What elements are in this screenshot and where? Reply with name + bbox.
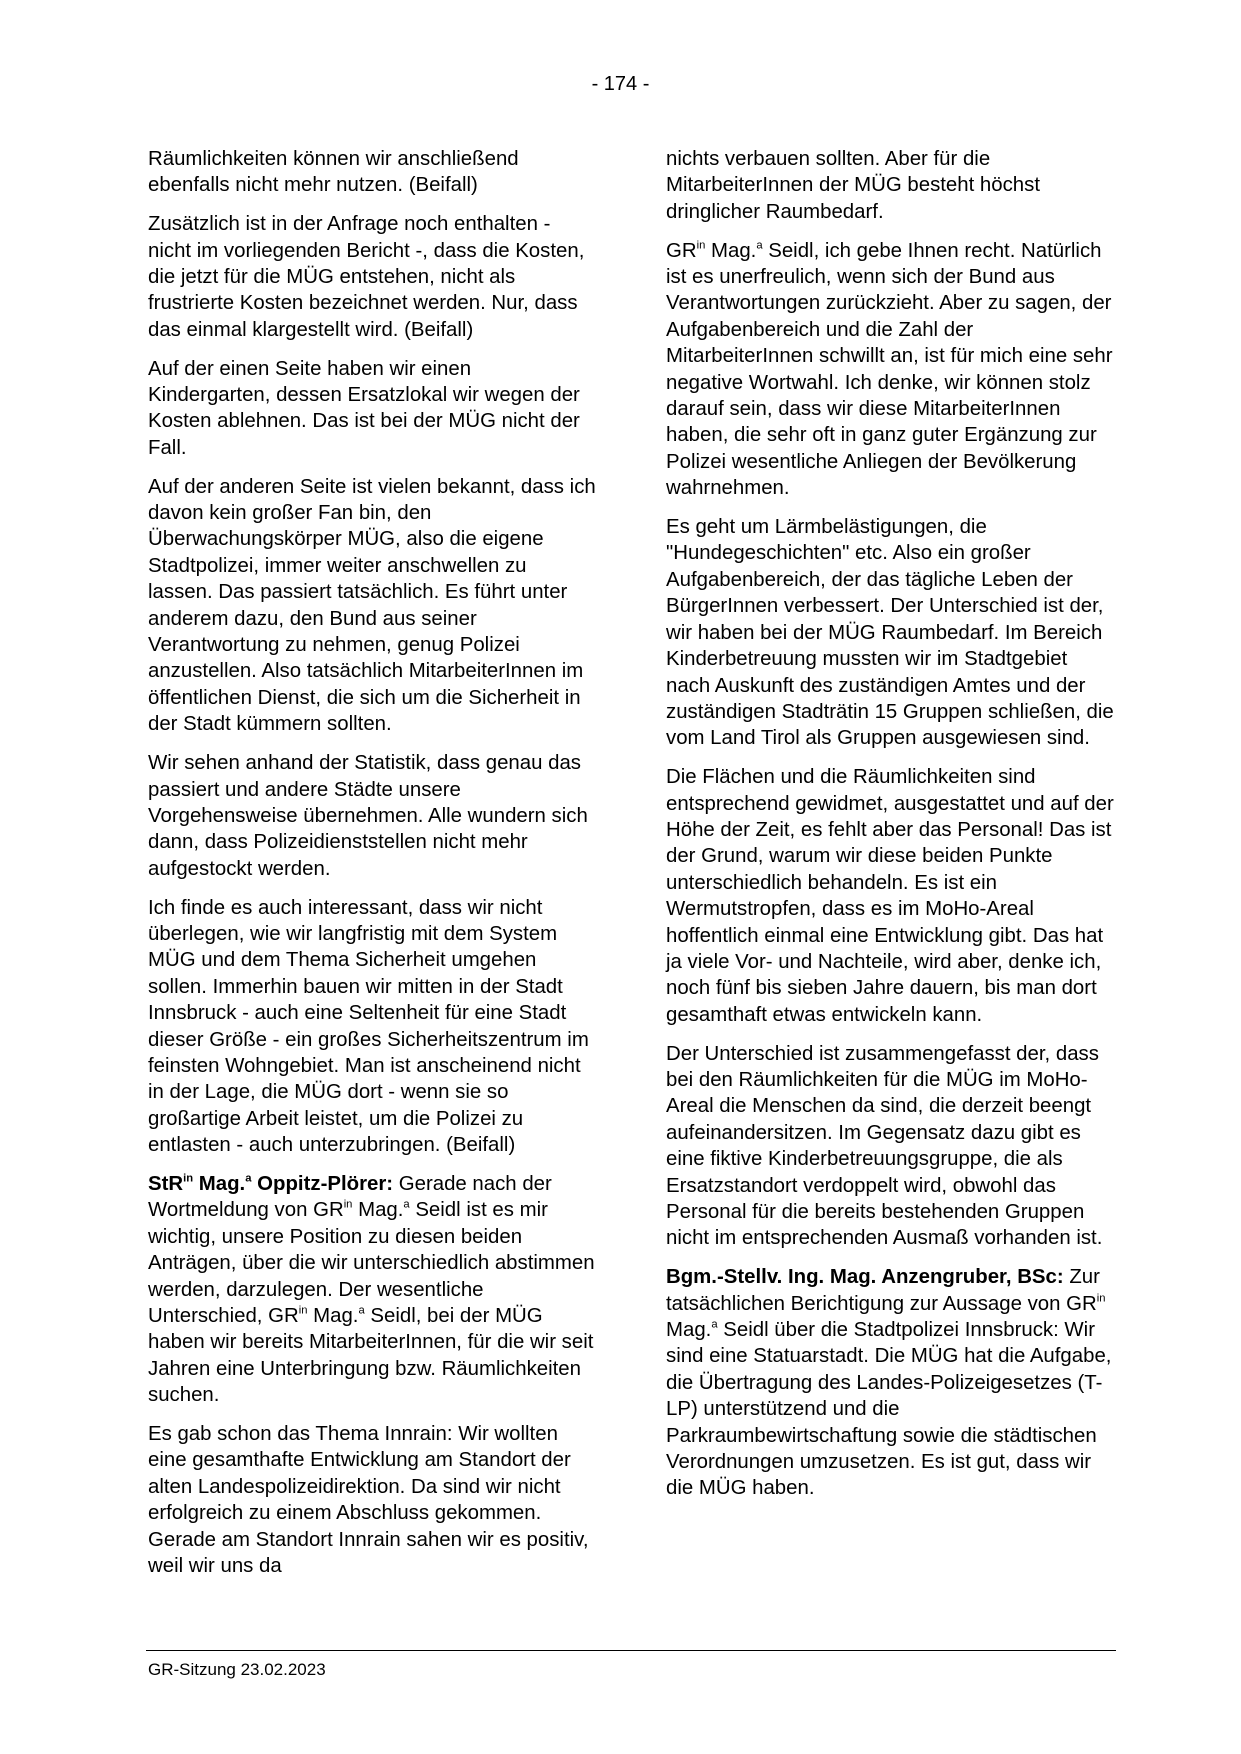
paragraph: nichts verbauen sollten. Aber für die MitarbeiterInnen der MÜG besteht höchst dringlicher Raumbedarf. [666,148,1041,223]
right-column [666,146,1114,1514]
speaker-name: Bgm.-Stellv. Ing. Mag. Anzengruber, BSc: [666,1266,1064,1289]
paragraph: Der Unterschied ist zusammengefasst der, dass bei den Räumlichkeiten für die MÜG im MoHo-Areal die Menschen da sind, die derzeit beengt aufeinandersitzen. Im Gegensatz dazu gibt es eine fiktive Kinderbetreuungsgruppe, die als Ersatzstandort verdoppelt wird, obwohl das Personal für die bereits bestehenden Gruppen nicht im entsprechenden Ausmaß vorhanden ist. [666,1042,1103,1250]
paragraph: Ich finde es auch interessant, dass wir nicht überlegen, wie wir langfristig mit dem System MÜG und dem Thema Sicherheit umgehen sollen. Immerhin bauen wir mitten in der Stadt Innsbruck - auch eine Seltenheit für eine Stadt dieser Größe - ein großes Sicherheitszentrum im feinsten Wohngebiet. Man ist anscheinend nicht in der Lage, die MÜG dort - wenn sie so großartige Arbeit leistet, um die Polizei zu entlasten - auch unterzubringen. (Beifall) [148,896,589,1157]
footer-divider [146,1650,1116,1651]
speech-paragraph: Bgm.-Stellv. Ing. Mag. Anzengruber, BSc: Zur tatsächlichen Berichtigung zur Aussage von $GR^{in}$ Mag.$^a$ Seidl über die Stadtpolizei Innsbruck: Wir sind eine Statuarstadt. Die MÜG hat die Aufgabe, die Übertragung des Landes-Polizeigesetzes (T-LP) unterstützend und die Parkraumbewirtschaftung sowie die städtischen Verordnungen umzusetzen. Es ist gut, dass wir die MÜG haben. [666,1266,1112,1500]
left-column [148,146,596,1592]
footer-text: GR-Sitzung 23.02.2023 [148,1660,326,1679]
paragraph: Es gab schon das Thema Innrain: Wir wollten eine gesamthafte Entwicklung am Standort der alten Landespolizeidirektion. Da sind wir nicht erfolgreich zu einem Abschluss gekommen. Gerade am Standort Innrain sahen wir es positiv, weil wir uns da [148,1423,589,1578]
page-number: - 174 - [591,73,650,95]
paragraph: Es geht um Lärmbelästigungen, die "Hundegeschichten" etc. Also ein großer Aufgabenbereich, der das tägliche Leben der BürgerInnen verbessert. Der Unterschied ist der, wir haben bei der MÜG Raumbedarf. Im Bereich Kinderbetreuung mussten wir im Stadtgebiet nach Auskunft des zuständigen Amtes und der zuständigen Stadträtin 15 Gruppen schließen, die vom Land Tirol als Gruppen ausgewiesen sind. [666,516,1114,750]
paragraph: Räumlichkeiten können wir anschließend ebenfalls nicht mehr nutzen. (Beifall) [148,148,519,197]
paragraph: Auf der einen Seite haben wir einen Kindergarten, dessen Ersatzlokal wir wegen der Kosten ablehnen. Das ist bei der MÜG nicht der Fall. [148,357,580,459]
paragraph: Wir sehen anhand der Statistik, dass genau das passiert und andere Städte unsere Vorgehensweise übernehmen. Alle wundern sich dann, dass Polizeidienststellen nicht mehr aufgestockt werden. [148,752,588,880]
speech-paragraph: StR$^{in}$ Mag.$^a$ Oppitz-Plörer: Gerade nach der Wortmeldung von $GR^{in}$ Mag.$^a$ Seidl ist es mir wichtig, unsere Position zu diesen beiden Anträgen, über die wir unterschiedlich abstimmen werden, darzulegen. Der wesentliche Unterschied, $GR^{in}$ Mag.$^a$ Seidl, bei der MÜG haben wir bereits MitarbeiterInnen, für die wir seit Jahren eine Unterbringung bzw. Räumlichkeiten suchen. [148,1172,595,1407]
paragraph: $GR^{in}$ Mag.$^a$ Seidl, ich gebe Ihnen recht. Natürlich ist es unerfreulich, wenn sich der Bund aus Verantwortungen zurückzieht. Aber zu sagen, der Aufgabenbereich und die Zahl der MitarbeiterInnen schwillt an, ist für mich eine sehr negative Wortwahl. Ich denke, wir können stolz darauf sein, dass wir diese MitarbeiterInnen haben, die sehr oft in ganz guter Ergänzung zur Polizei wesentliche Anliegen der Bevölkerung wahrnehmen. [666,239,1113,500]
speaker-name: StR$^{in}$ Mag.$^a$ Oppitz-Plörer: [148,1172,394,1195]
paragraph: Die Flächen und die Räumlichkeiten sind entsprechend gewidmet, ausgestattet und auf der Höhe der Zeit, es fehlt aber das Personal! Das ist der Grund, warum wir diese beiden Punkte unterschiedlich behandeln. Es ist ein Wermutstropfen, dass es im MoHo-Areal hoffentlich einmal eine Entwicklung gibt. Das hat ja viele Vor- und Nachteile, wird aber, denke ich, noch fünf bis sieben Jahre dauern, bis man dort gesamthaft etwas entwickeln kann. [666,766,1114,1026]
paragraph: Zusätzlich ist in der Anfrage noch enthalten - nicht im vorliegenden Bericht -, dass die Kosten, die jetzt für die MÜG entstehen, nicht als frustrierte Kosten bezeichnet werden. Nur, dass das einmal klargestellt wird. (Beifall) [148,213,585,341]
paragraph: Auf der anderen Seite ist vielen bekannt, dass ich davon kein großer Fan bin, den Überwachungskörper MÜG, also die eigene Stadtpolizei, immer weiter anschwellen zu lassen. Das passiert tatsächlich. Es führt unter anderem dazu, den Bund aus seiner Verantwortung zu nehmen, genug Polizei anzustellen. Also tatsächlich MitarbeiterInnen im öffentlichen Dienst, die sich um die Sicherheit in der Stadt kümmern sollten. [148,475,596,736]
